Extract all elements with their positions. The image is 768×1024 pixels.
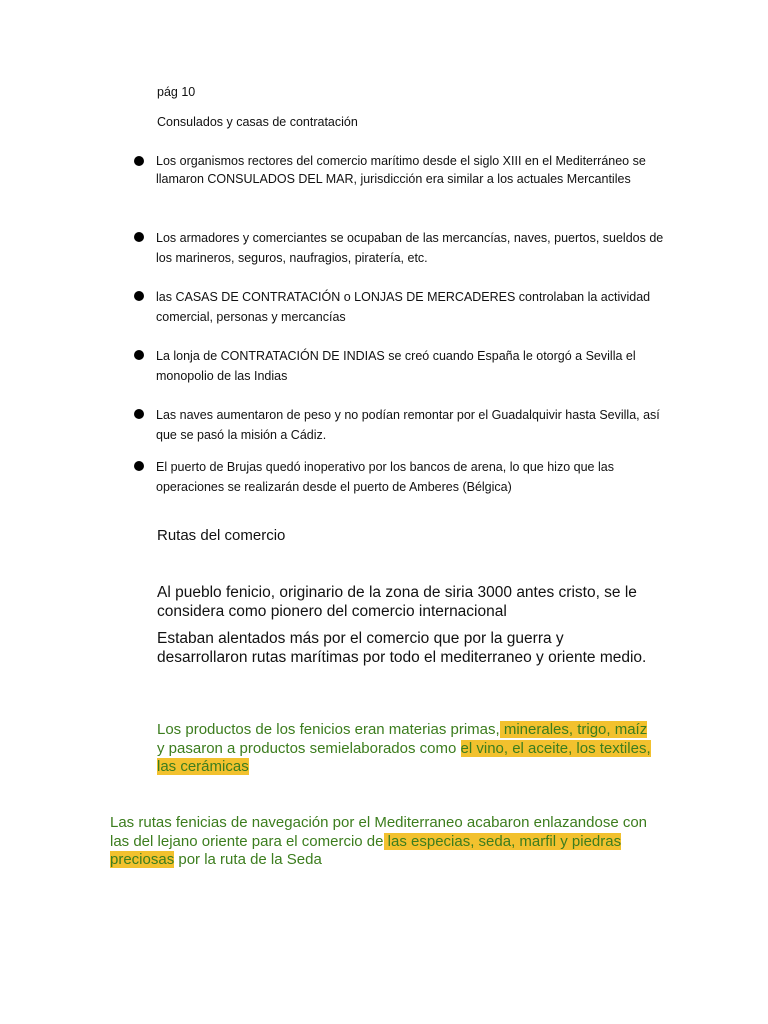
bullet-icon (134, 461, 144, 471)
paragraph-alentados: Estaban alentados más por el comercio que por la guerra y desarrollaron rutas marítimas por todo el mediterraneo y oriente medio. (157, 630, 647, 666)
bullet-icon (134, 291, 144, 301)
highlight-goods: las especias, seda, marfil y piedras preciosas (110, 832, 622, 868)
highlight-products: el vino, el aceite, los textiles, las cerámicas (157, 739, 651, 775)
list-item-text: El puerto de Brujas quedó inoperativo por los bancos de arena, lo que hizo que las operaciones se realizarán desde el puerto de Amberes (Bélgica) (156, 460, 614, 494)
routes-text-2: por la ruta de la Seda (174, 851, 322, 868)
list-item-text: La lonja de CONTRATACIÓN DE INDIAS se creó cuando España le otorgó a Sevilla el monopolio de las Indias (156, 349, 636, 383)
page-number: pág 10 (157, 85, 196, 99)
routes-text: Las rutas fenicias de navegación por el Mediterraneo acabaron enlazandose con las del lejano oriente para el comercio de (110, 814, 648, 850)
routes-heading: Rutas del comercio (157, 527, 286, 544)
section-title: Consulados y casas de contratación (157, 115, 358, 129)
bullet-icon (134, 156, 144, 166)
products-text: Los productos de los fenicios eran materias primas, (157, 721, 500, 738)
products-text-2: y pasaron a productos semielaborados como (157, 739, 461, 757)
list-item-text: Los organismos rectores del comercio marítimo desde el siglo XIII en el Mediterráneo se llamaron CONSULADOS DEL MAR, jurisdicción era similar a los actuales Mercantiles (156, 154, 646, 186)
list-item-text: Los armadores y comerciantes se ocupaban de las mercancías, naves, puertos, sueldos de los marineros, seguros, naufragios, piratería, etc. (156, 231, 664, 265)
paragraph-fenicio: Al pueblo fenicio, originario de la zona de siria 3000 antes cristo, se le considera como pionero del comercio internacional (157, 584, 637, 620)
bullet-icon (134, 350, 144, 360)
list-item-text: Las naves aumentaron de peso y no podían remontar por el Guadalquivir hasta Sevilla, así que se pasó la misión a Cádiz. (156, 408, 660, 442)
products-paragraph (157, 721, 657, 777)
highlight-minerals: minerales, trigo, maíz (499, 721, 648, 738)
bullet-icon (134, 232, 144, 242)
routes-paragraph (110, 814, 650, 870)
bullet-icon (134, 409, 144, 419)
list-item-text: las CASAS DE CONTRATACIÓN o LONJAS DE MERCADERES controlaban la actividad comercial, personas y mercancías (156, 290, 651, 324)
